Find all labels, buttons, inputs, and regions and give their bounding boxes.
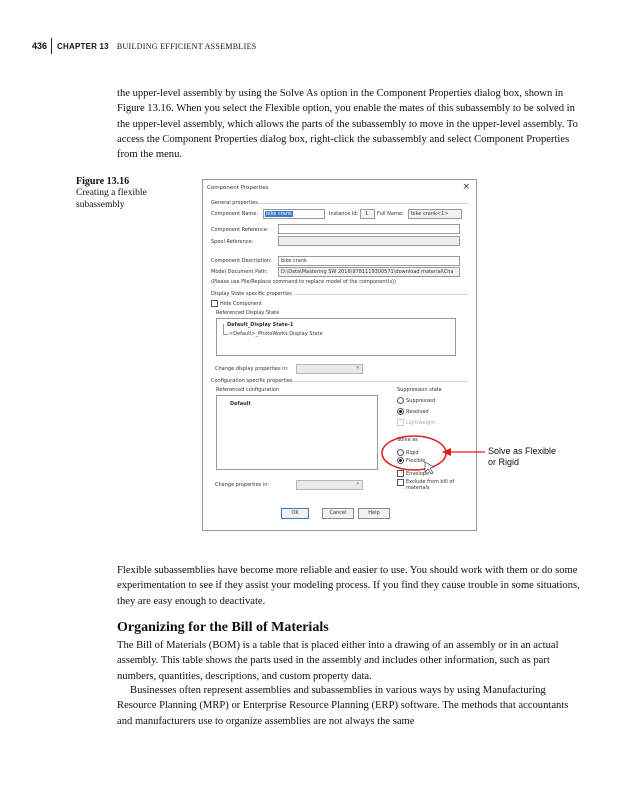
bom-paragraph-1: The Bill of Materials (BOM) is a table that is placed either into a drawing of an assembly or in an actual assembly. This table shows the parts used in the assembly and includes other information, such as part numbers, quantities, descriptions, and custom property data.	[117, 640, 559, 682]
display-state-item[interactable]: Default_Display State-1	[227, 322, 294, 328]
instance-id-value: 1	[365, 211, 369, 217]
chevron-down-icon: ▾	[356, 365, 359, 371]
callout-line-1: Solve as Flexible	[488, 446, 557, 456]
dialog-title: Component Properties	[207, 185, 269, 191]
bom-paragraph-2: Businesses often represent assemblies and subassemblies in various ways by using Manufacturing Resource Planning (MRP) or Enterprise Resource Planning (ERP) software. The methods that accountants and manufacturers use to organize assemblies are not always the same	[117, 685, 569, 727]
chapter-title: BUILDING EFFICIENT ASSEMBLIES	[116, 41, 257, 51]
mouse-cursor-icon	[425, 462, 434, 474]
configuration-header: Configuration specific properties	[211, 378, 293, 384]
lightweight-label: Lightweight	[406, 420, 436, 426]
model-path-value: D:\Data\Mastering SW 2016\9781119300571\download material\Cha	[281, 269, 454, 275]
change-properties-label: Change properties in:	[215, 482, 270, 488]
model-path-label: Model Document Path:	[211, 269, 268, 275]
referenced-display-state-label: Referenced Display State	[216, 310, 280, 316]
callout-line-2: or Rigid	[488, 457, 520, 467]
chevron-down-icon: ▾	[356, 481, 359, 487]
configuration-item[interactable]: Default	[230, 401, 251, 407]
flexible-label: Flexible	[406, 458, 426, 464]
full-name-value: bike crank<1>	[411, 211, 449, 217]
resolved-label: Resolved	[406, 409, 429, 415]
component-name-label: Component Name:	[211, 211, 259, 217]
callout-label	[488, 446, 556, 468]
component-name-value: bike crank	[266, 211, 292, 217]
change-display-label: Change display properties in:	[215, 366, 289, 372]
envelope-label: Envelope	[406, 471, 430, 477]
spool-reference-label: Spool Reference:	[211, 239, 254, 245]
suppression-state-label: Suppression state	[397, 387, 442, 393]
body-paragraph: Flexible subassemblies have become more reliable and easier to use. You should work with them or do some experimentation to see if they assist your modeling process. If you find they cause trouble in some situations, they are easy enough to deactivate.	[117, 565, 580, 607]
display-state-item[interactable]: <Default>_PhotoWorks Display State	[229, 331, 323, 337]
component-reference-label: Component Reference:	[211, 227, 269, 233]
page-number: 436	[32, 41, 48, 51]
component-description-value: bike crank	[281, 258, 307, 264]
suppressed-label: Suppressed	[406, 398, 436, 404]
replace-note: (Please use File/Replace command to replace model of the component(s))	[211, 279, 396, 285]
close-icon[interactable]: ×	[462, 182, 470, 192]
full-name-label: Full Name:	[377, 211, 404, 217]
chapter-label: CHAPTER 13	[57, 41, 109, 51]
highlight-ellipse	[382, 436, 446, 470]
display-state-header: Display State specific properties	[211, 291, 292, 297]
figure-number: Figure 13.16	[76, 176, 130, 187]
component-description-label: Component Description:	[211, 258, 272, 264]
rigid-label: Rigid	[406, 450, 419, 456]
intro-paragraph: the upper-level assembly by using the Solve As option in the Component Properties dialog box, shown in Figure 13.16. When you select the Flexible option, you enable the mates of this subassembly to be solved in the upper-level assembly, which allows the parts of the subassembly to move in the upper-level assembly. To access the Component Properties dialog box, right-click the subassembly and select Component Properties from the menu.	[117, 88, 578, 161]
solve-as-label: Solve as	[397, 437, 418, 443]
cancel-button[interactable]: Cancel	[322, 508, 354, 519]
hide-component-label: Hide Component	[220, 301, 263, 307]
instance-id-label: Instance Id:	[329, 211, 359, 217]
ok-button[interactable]: OK	[281, 508, 309, 519]
figure-caption: Creating a flexible subassembly	[76, 188, 147, 210]
exclude-bom-label: Exclude from bill of materials	[406, 479, 455, 491]
help-button[interactable]: Help	[358, 508, 390, 519]
general-properties-label: General properties	[211, 200, 258, 206]
section-heading: Organizing for the Bill of Materials	[117, 620, 329, 635]
referenced-configuration-label: Referenced configuration	[216, 387, 280, 393]
